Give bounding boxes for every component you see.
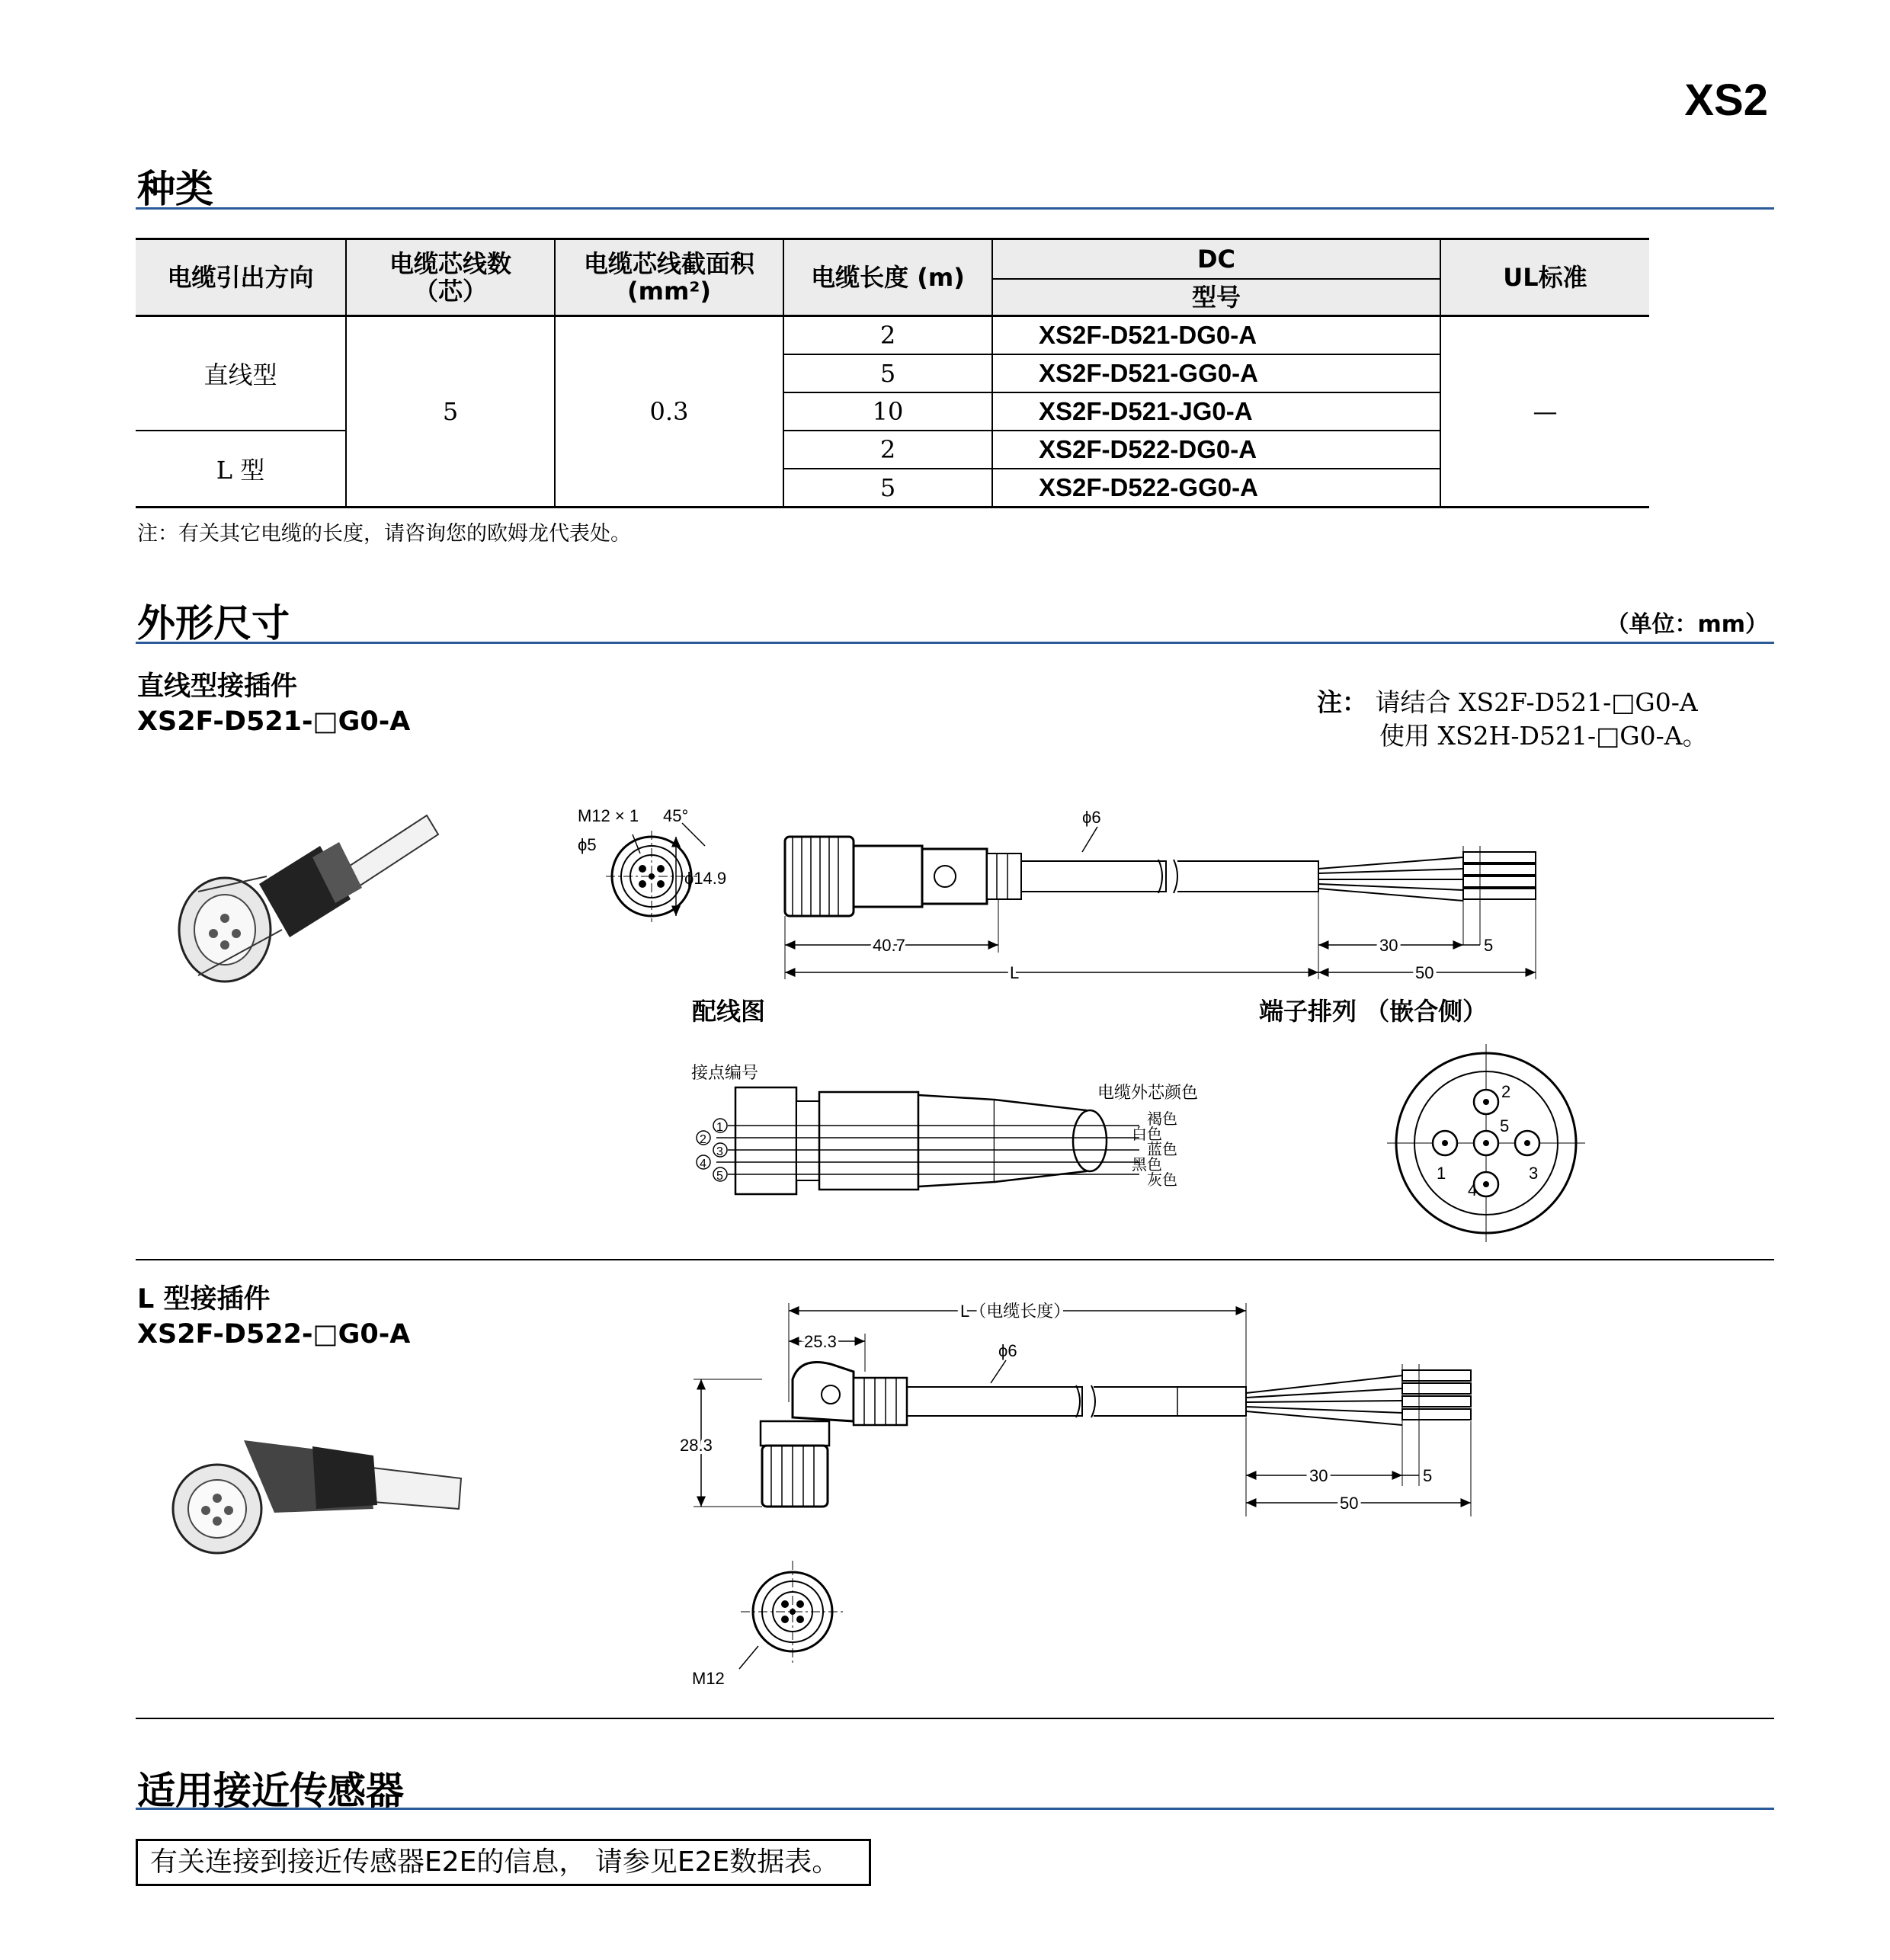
svg-text:3: 3 bbox=[1529, 1164, 1539, 1183]
color-blue: 蓝色 bbox=[1147, 1142, 1177, 1158]
dim-cable-length: L（电缆长度） bbox=[960, 1302, 1071, 1321]
svg-text:4: 4 bbox=[700, 1158, 706, 1171]
cell-model: XS2F-D522-DG0-A bbox=[992, 431, 1440, 469]
dim-m12: M12 × 1 bbox=[578, 806, 639, 825]
color-white: 白色 bbox=[1132, 1126, 1162, 1143]
cell-model: XS2F-D521-GG0-A bbox=[992, 354, 1440, 392]
connector-divider bbox=[136, 1259, 1774, 1260]
l-connector-illustration bbox=[173, 1440, 461, 1553]
dim-50: 50 bbox=[1415, 963, 1434, 982]
dim-l-phi6: ϕ6 bbox=[998, 1341, 1017, 1360]
cell-model: XS2F-D522-GG0-A bbox=[992, 469, 1440, 508]
dim-l-5: 5 bbox=[1423, 1466, 1433, 1485]
dim-25-3: 25.3 bbox=[804, 1332, 837, 1351]
straight-connector-photo bbox=[152, 793, 457, 991]
types-section-title: 种类 bbox=[137, 167, 213, 211]
svg-text:1: 1 bbox=[1437, 1164, 1446, 1183]
sensors-section-title: 适用接近传感器 bbox=[137, 1769, 404, 1813]
group-l-type: L 型 bbox=[136, 431, 346, 508]
header-direction: 电缆引出方向 bbox=[136, 239, 346, 316]
dim-phi6: ϕ6 bbox=[1082, 808, 1101, 827]
header-section: 电缆芯线截面积 (mm²) bbox=[555, 239, 783, 316]
dim-phi14-9: ϕ14.9 bbox=[684, 869, 727, 888]
header-length: 电缆长度 (m) bbox=[783, 239, 992, 316]
wiring-connector-body bbox=[716, 1087, 1139, 1194]
dim-l-50: 50 bbox=[1340, 1494, 1359, 1513]
dim-5: 5 bbox=[1484, 936, 1494, 955]
group-straight: 直线型 bbox=[136, 316, 346, 431]
contact-3 bbox=[713, 1143, 727, 1158]
group-section: 0.3 bbox=[555, 316, 783, 508]
contact-1 bbox=[713, 1119, 727, 1134]
cell-length: 2 bbox=[783, 316, 992, 355]
straight-connector-note: 注： 请结合 XS2F-D521-□G0-A 使用 XS2H-D521-□G0-A。 bbox=[1317, 687, 1708, 751]
color-gray: 灰色 bbox=[1147, 1172, 1177, 1189]
dimensions-unit: （单位：mm） bbox=[1606, 611, 1768, 638]
straight-connector-illustration bbox=[179, 815, 438, 982]
svg-text:5: 5 bbox=[1500, 1116, 1510, 1135]
table-note: 注：有关其它电缆的长度，请咨询您的欧姆龙代表处。 bbox=[137, 522, 631, 546]
contact-2 bbox=[697, 1131, 710, 1146]
dimensions-section-title: 外形尺寸 bbox=[137, 601, 290, 645]
cell-length: 2 bbox=[783, 431, 992, 469]
cell-model: XS2F-D521-DG0-A bbox=[992, 316, 1440, 355]
contact-5 bbox=[713, 1167, 727, 1183]
contact-4 bbox=[697, 1155, 710, 1171]
page-code: XS2 bbox=[1684, 75, 1768, 125]
wiring-diagram bbox=[682, 1055, 1231, 1215]
header-ul: UL标准 bbox=[1440, 239, 1649, 316]
group-cores: 5 bbox=[346, 316, 555, 508]
l-front-view bbox=[739, 1561, 844, 1669]
dim-angle: 45° bbox=[663, 806, 689, 825]
cell-length: 5 bbox=[783, 469, 992, 508]
straight-dimension-drawing bbox=[564, 793, 1631, 1021]
contact-number-title: 接点编号 bbox=[691, 1063, 759, 1082]
cell-length: 10 bbox=[783, 392, 992, 431]
color-black: 黑色 bbox=[1132, 1157, 1162, 1174]
straight-side-view bbox=[785, 827, 1536, 979]
l-connector-title: L 型接插件 XS2F-D522-□G0-A bbox=[137, 1284, 411, 1350]
svg-text:2: 2 bbox=[1501, 1082, 1511, 1101]
terminal-arrangement bbox=[1387, 1044, 1585, 1242]
dim-28-3: 28.3 bbox=[680, 1436, 713, 1455]
types-section-rule bbox=[136, 207, 1774, 210]
header-cores: 电缆芯线数 （芯） bbox=[346, 239, 555, 316]
wiring-diagram-label: 配线图 bbox=[692, 997, 766, 1026]
dim-L: L bbox=[1010, 963, 1020, 982]
dim-30: 30 bbox=[1379, 936, 1398, 955]
terminal-arrangement-label: 端子排列 （嵌合侧） bbox=[1259, 997, 1488, 1026]
straight-connector-title: 直线型接插件 XS2F-D521-□G0-A bbox=[137, 671, 411, 737]
sensors-note: 有关连接到接近传感器E2E的信息， 请参见E2E数据表。 bbox=[136, 1839, 871, 1886]
group-ul: — bbox=[1440, 316, 1649, 508]
svg-text:5: 5 bbox=[716, 1170, 723, 1183]
header-dc: DC bbox=[992, 239, 1440, 280]
types-table bbox=[136, 238, 1649, 508]
l-dimension-drawing bbox=[678, 1288, 1578, 1699]
svg-text:3: 3 bbox=[716, 1145, 723, 1158]
cell-model: XS2F-D521-JG0-A bbox=[992, 392, 1440, 431]
l-connector-photo bbox=[160, 1425, 480, 1562]
dim-40-7: 40.7 bbox=[873, 936, 905, 955]
dimensions-bottom-rule bbox=[136, 1718, 1774, 1719]
sensors-section-rule bbox=[136, 1808, 1774, 1810]
dim-phi5: ϕ5 bbox=[578, 835, 597, 854]
dim-l-m12: M12 bbox=[692, 1669, 725, 1688]
svg-text:1: 1 bbox=[716, 1121, 723, 1134]
svg-text:2: 2 bbox=[700, 1133, 706, 1146]
svg-text:4: 4 bbox=[1468, 1180, 1478, 1199]
dim-l-30: 30 bbox=[1309, 1466, 1328, 1485]
table-row bbox=[136, 316, 1649, 355]
header-model: 型号 bbox=[992, 279, 1440, 316]
dimensions-section-rule bbox=[136, 642, 1774, 644]
core-color-title: 电缆外芯颜色 bbox=[1097, 1083, 1199, 1102]
color-brown: 褐色 bbox=[1147, 1111, 1177, 1128]
cell-length: 5 bbox=[783, 354, 992, 392]
